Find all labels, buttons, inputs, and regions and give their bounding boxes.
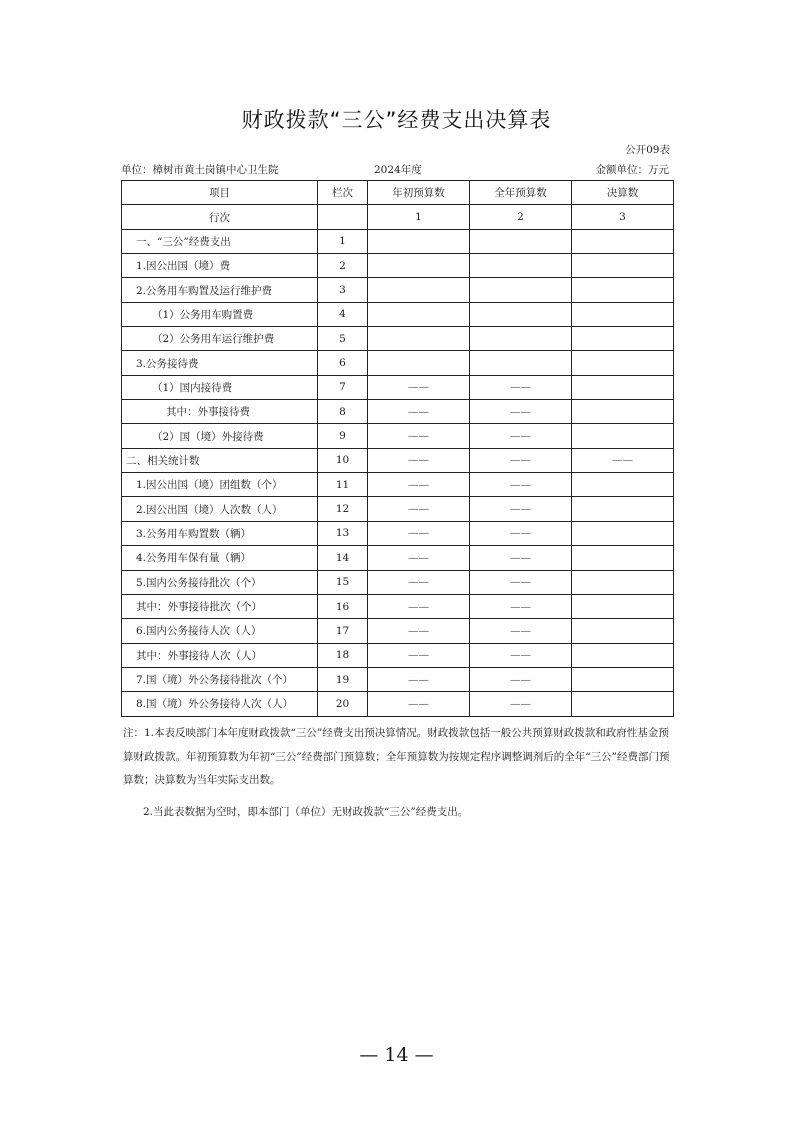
row-initial-budget: —— <box>368 594 470 618</box>
row-initial-budget <box>368 229 470 253</box>
notes <box>123 722 675 824</box>
row-annual-budget: —— <box>470 473 572 497</box>
index-row-label: 行次 <box>122 205 318 229</box>
index-row-c1: 1 <box>368 205 470 229</box>
row-initial-budget: —— <box>368 667 470 691</box>
row-item: 1.因公出国（境）团组数（个） <box>122 473 318 497</box>
row-final-account <box>572 692 674 716</box>
row-final-account <box>572 473 674 497</box>
table-row <box>122 521 674 545</box>
row-item: 5.国内公务接待批次（个） <box>122 570 318 594</box>
row-item: （1）国内接待费 <box>122 375 318 399</box>
row-final-account <box>572 229 674 253</box>
row-item: 1.因公出国（境）费 <box>122 254 318 278</box>
row-annual-budget: —— <box>470 570 572 594</box>
row-annual-budget <box>470 229 572 253</box>
table-row <box>122 546 674 570</box>
row-annual-budget: —— <box>470 448 572 472</box>
row-number: 1 <box>318 229 368 253</box>
row-final-account <box>572 375 674 399</box>
row-initial-budget: —— <box>368 570 470 594</box>
expense-table <box>121 180 674 717</box>
row-final-account <box>572 643 674 667</box>
row-item: 二、相关统计数 <box>122 448 318 472</box>
header-final-account: 决算数 <box>572 181 674 205</box>
row-item: 7.国（境）外公务接待批次（个） <box>122 667 318 691</box>
form-code: 公开09表 <box>625 144 670 156</box>
note-1: 注：1.本表反映部门本年度财政拨款“三公”经费支出预决算情况。财政拨款包括一般公共预算财政拨款和政府性基金预算财政拨款。年初预算数为年初“三公”经费部门预算数；全年预算数为按规定程序调整调剂后的全年“三公”经费部门预算数；决算数为当年实际支出数。 <box>123 727 670 786</box>
row-annual-budget: —— <box>470 497 572 521</box>
row-initial-budget: —— <box>368 448 470 472</box>
table-row <box>122 619 674 643</box>
row-annual-budget: —— <box>470 594 572 618</box>
row-item: 6.国内公务接待人次（人） <box>122 619 318 643</box>
row-final-account <box>572 594 674 618</box>
row-number: 20 <box>318 692 368 716</box>
row-number: 3 <box>318 278 368 302</box>
row-annual-budget: —— <box>470 521 572 545</box>
index-row-c3: 3 <box>572 205 674 229</box>
row-number: 13 <box>318 521 368 545</box>
row-initial-budget: —— <box>368 424 470 448</box>
row-number: 4 <box>318 302 368 326</box>
header-annual-budget: 全年预算数 <box>470 181 572 205</box>
row-annual-budget <box>470 254 572 278</box>
table-row <box>122 497 674 521</box>
row-initial-budget <box>368 351 470 375</box>
year-label: 2024年度 <box>374 164 422 176</box>
row-number: 7 <box>318 375 368 399</box>
table-row <box>122 375 674 399</box>
row-initial-budget <box>368 278 470 302</box>
page-number: — 14 — <box>359 1044 434 1066</box>
header-item: 项目 <box>122 181 318 205</box>
row-item: 其中：外事接待人次（人） <box>122 643 318 667</box>
row-item: 2.公务用车购置及运行维护费 <box>122 278 318 302</box>
table-row <box>122 351 674 375</box>
row-annual-budget: —— <box>470 424 572 448</box>
index-row <box>122 205 674 229</box>
row-number: 15 <box>318 570 368 594</box>
row-number: 8 <box>318 400 368 424</box>
row-annual-budget: —— <box>470 667 572 691</box>
row-item: 其中：外事接待费 <box>122 400 318 424</box>
table-row <box>122 302 674 326</box>
page-title: 财政拨款“三公”经费支出决算表 <box>241 108 552 132</box>
table-row <box>122 278 674 302</box>
row-initial-budget <box>368 254 470 278</box>
row-initial-budget: —— <box>368 521 470 545</box>
row-item: 一、“三公”经费支出 <box>122 229 318 253</box>
row-initial-budget: —— <box>368 473 470 497</box>
row-initial-budget <box>368 302 470 326</box>
meta-row <box>121 162 673 176</box>
row-item: 8.国（境）外公务接待人次（人） <box>122 692 318 716</box>
table-row <box>122 570 674 594</box>
row-number: 14 <box>318 546 368 570</box>
table-row <box>122 448 674 472</box>
row-initial-budget: —— <box>368 643 470 667</box>
currency-label: 金额单位：万元 <box>595 164 669 176</box>
table-row <box>122 229 674 253</box>
row-annual-budget: —— <box>470 400 572 424</box>
row-annual-budget <box>470 278 572 302</box>
table-row <box>122 594 674 618</box>
table-row <box>122 400 674 424</box>
row-number: 18 <box>318 643 368 667</box>
row-item: 4.公务用车保有量（辆） <box>122 546 318 570</box>
row-initial-budget: —— <box>368 375 470 399</box>
row-item: 3.公务接待费 <box>122 351 318 375</box>
row-number: 5 <box>318 327 368 351</box>
table-row <box>122 327 674 351</box>
index-row-c2: 2 <box>470 205 572 229</box>
row-initial-budget: —— <box>368 546 470 570</box>
row-item: （1）公务用车购置费 <box>122 302 318 326</box>
row-final-account <box>572 400 674 424</box>
row-annual-budget: —— <box>470 643 572 667</box>
row-item: 其中：外事接待批次（个） <box>122 594 318 618</box>
row-item: （2）国（境）外接待费 <box>122 424 318 448</box>
row-final-account <box>572 570 674 594</box>
row-number: 9 <box>318 424 368 448</box>
index-row-blank <box>318 205 368 229</box>
row-annual-budget: —— <box>470 375 572 399</box>
header-initial-budget: 年初预算数 <box>368 181 470 205</box>
row-number: 19 <box>318 667 368 691</box>
row-final-account <box>572 351 674 375</box>
row-final-account <box>572 521 674 545</box>
row-item: 2.因公出国（境）人次数（人） <box>122 497 318 521</box>
table-row <box>122 692 674 716</box>
row-final-account <box>572 278 674 302</box>
row-number: 6 <box>318 351 368 375</box>
unit-label: 单位：樟树市黄土岗镇中心卫生院 <box>121 164 279 176</box>
row-annual-budget: —— <box>470 692 572 716</box>
row-number: 17 <box>318 619 368 643</box>
table-row <box>122 424 674 448</box>
row-annual-budget <box>470 327 572 351</box>
row-final-account <box>572 497 674 521</box>
table-row <box>122 473 674 497</box>
row-number: 12 <box>318 497 368 521</box>
table-row <box>122 667 674 691</box>
table-row <box>122 254 674 278</box>
row-annual-budget: —— <box>470 619 572 643</box>
row-final-account <box>572 667 674 691</box>
row-final-account <box>572 546 674 570</box>
row-number: 16 <box>318 594 368 618</box>
row-number: 2 <box>318 254 368 278</box>
row-number: 10 <box>318 448 368 472</box>
row-final-account <box>572 327 674 351</box>
row-final-account <box>572 254 674 278</box>
row-number: 11 <box>318 473 368 497</box>
row-item: （2）公务用车运行维护费 <box>122 327 318 351</box>
row-final-account: —— <box>572 448 674 472</box>
table-row <box>122 643 674 667</box>
row-initial-budget <box>368 327 470 351</box>
row-final-account <box>572 424 674 448</box>
row-initial-budget: —— <box>368 497 470 521</box>
header-column-number: 栏次 <box>318 181 368 205</box>
row-final-account <box>572 302 674 326</box>
row-initial-budget: —— <box>368 400 470 424</box>
row-final-account <box>572 619 674 643</box>
row-initial-budget: —— <box>368 692 470 716</box>
row-item: 3.公务用车购置数（辆） <box>122 521 318 545</box>
row-annual-budget <box>470 302 572 326</box>
row-initial-budget: —— <box>368 619 470 643</box>
row-annual-budget: —— <box>470 546 572 570</box>
note-2: 2.当此表数据为空时，即本部门（单位）无财政拨款“三公”经费支出。 <box>143 805 469 818</box>
row-annual-budget <box>470 351 572 375</box>
header-row <box>122 181 674 205</box>
